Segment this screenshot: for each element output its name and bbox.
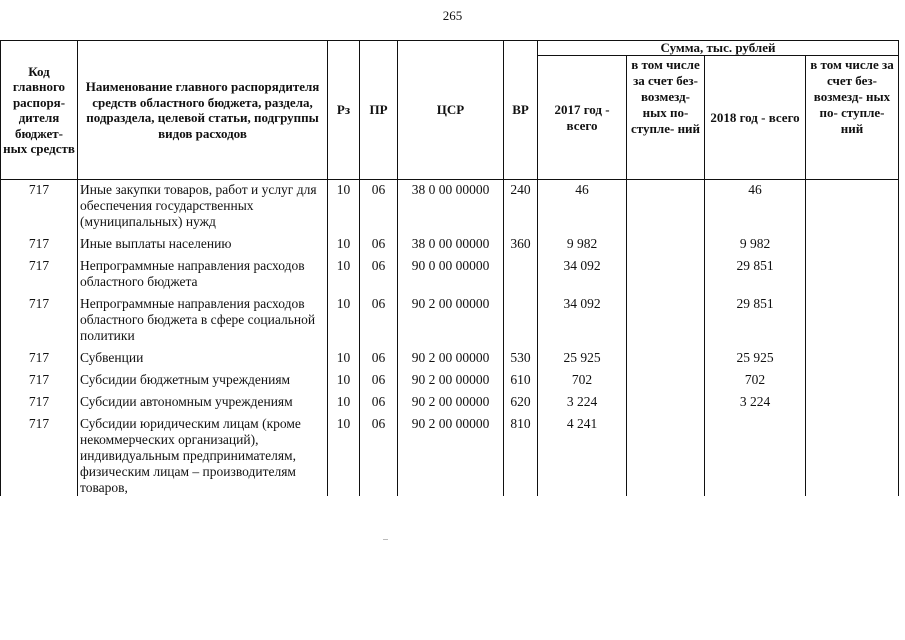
table-row (1, 370, 899, 392)
cell-pr: 06 (360, 414, 398, 496)
cell-csr: 38 0 00 00000 (398, 180, 504, 235)
table-row (1, 256, 899, 294)
cell-code: 717 (1, 256, 78, 294)
cell-2018-total: 3 224 (705, 392, 806, 414)
cell-name: Иные выплаты населению (78, 234, 328, 256)
cell-pr: 06 (360, 234, 398, 256)
header-name: Наименование главного распорядителя средств областного бюджета, раздела, подраздела, целевой статьи, подгруппы видов расходов (78, 41, 328, 180)
cell-code: 717 (1, 294, 78, 348)
cell-2017-total: 46 (538, 180, 627, 235)
cell-pr: 06 (360, 370, 398, 392)
cell-rz: 10 (328, 180, 360, 235)
cell-csr: 90 0 00 00000 (398, 256, 504, 294)
cell-2018-total: 29 851 (705, 294, 806, 348)
header-rz: Рз (328, 41, 360, 180)
cell-csr: 90 2 00 00000 (398, 294, 504, 348)
table-row (1, 180, 899, 235)
table-body (1, 180, 899, 497)
cell-2017-free (627, 180, 705, 235)
cell-rz: 10 (328, 370, 360, 392)
cell-2017-free (627, 414, 705, 496)
cell-name: Непрограммные направления расходов областного бюджета (78, 256, 328, 294)
cell-pr: 06 (360, 256, 398, 294)
cell-2018-total (705, 414, 806, 496)
cell-rz: 10 (328, 234, 360, 256)
table-row (1, 294, 899, 348)
table-row (1, 234, 899, 256)
cell-vr: 610 (504, 370, 538, 392)
cell-vr: 530 (504, 348, 538, 370)
cell-pr: 06 (360, 348, 398, 370)
table-header (1, 41, 899, 180)
cell-2017-total: 9 982 (538, 234, 627, 256)
scan-speck (383, 539, 388, 540)
cell-code: 717 (1, 234, 78, 256)
cell-vr (504, 256, 538, 294)
cell-vr (504, 294, 538, 348)
cell-2017-free (627, 348, 705, 370)
cell-rz: 10 (328, 256, 360, 294)
cell-csr: 38 0 00 00000 (398, 234, 504, 256)
cell-2018-free (806, 348, 899, 370)
table-row (1, 348, 899, 370)
table-row (1, 414, 899, 496)
header-pr: ПР (360, 41, 398, 180)
cell-vr: 240 (504, 180, 538, 235)
cell-csr: 90 2 00 00000 (398, 370, 504, 392)
cell-2018-free (806, 392, 899, 414)
cell-csr: 90 2 00 00000 (398, 348, 504, 370)
cell-vr: 810 (504, 414, 538, 496)
cell-2018-total: 25 925 (705, 348, 806, 370)
cell-2018-free (806, 234, 899, 256)
header-2017-total: 2017 год - всего (538, 56, 627, 180)
cell-rz: 10 (328, 392, 360, 414)
cell-2018-free (806, 180, 899, 235)
cell-2018-free (806, 256, 899, 294)
cell-code: 717 (1, 414, 78, 496)
header-code: Код главного распоря- дителя бюджет- ных средств (1, 41, 78, 180)
header-2017-free: в том числе за счет без- возмезд- ных по- ступле- ний (627, 56, 705, 180)
cell-rz: 10 (328, 414, 360, 496)
cell-vr: 620 (504, 392, 538, 414)
header-sum-group: Сумма, тыс. рублей (538, 41, 899, 56)
cell-2017-free (627, 370, 705, 392)
cell-2017-free (627, 256, 705, 294)
cell-pr: 06 (360, 294, 398, 348)
cell-vr: 360 (504, 234, 538, 256)
header-2018-total: 2018 год - всего (705, 56, 806, 180)
cell-code: 717 (1, 370, 78, 392)
cell-2017-free (627, 392, 705, 414)
header-csr: ЦСР (398, 41, 504, 180)
cell-2017-total: 4 241 (538, 414, 627, 496)
cell-name: Субвенции (78, 348, 328, 370)
cell-2017-total: 25 925 (538, 348, 627, 370)
cell-2017-free (627, 234, 705, 256)
cell-csr: 90 2 00 00000 (398, 392, 504, 414)
cell-rz: 10 (328, 294, 360, 348)
cell-2018-total: 46 (705, 180, 806, 235)
cell-2018-total: 9 982 (705, 234, 806, 256)
cell-rz: 10 (328, 348, 360, 370)
cell-name: Непрограммные направления расходов областного бюджета в сфере социальной политики (78, 294, 328, 348)
table-row (1, 392, 899, 414)
cell-name: Субсидии бюджетным учреждениям (78, 370, 328, 392)
header-vr: ВР (504, 41, 538, 180)
cell-2018-free (806, 294, 899, 348)
cell-2017-total: 3 224 (538, 392, 627, 414)
cell-2018-free (806, 414, 899, 496)
cell-name: Субсидии автономным учреждениям (78, 392, 328, 414)
cell-2018-total: 29 851 (705, 256, 806, 294)
cell-2017-free (627, 294, 705, 348)
cell-name: Иные закупки товаров, работ и услуг для обеспечения государственных (муниципальных) нужд (78, 180, 328, 235)
cell-csr: 90 2 00 00000 (398, 414, 504, 496)
cell-pr: 06 (360, 180, 398, 235)
cell-2018-free (806, 370, 899, 392)
header-2018-free: в том числе за счет без- возмезд- ных по- ступле- ний (806, 56, 899, 180)
cell-code: 717 (1, 392, 78, 414)
cell-2017-total: 702 (538, 370, 627, 392)
cell-code: 717 (1, 180, 78, 235)
page-number: 265 (442, 8, 463, 23)
budget-table (0, 40, 899, 496)
cell-pr: 06 (360, 392, 398, 414)
cell-name: Субсидии юридическим лицам (кроме некоммерческих организаций), индивидуальным предпринимателям, физическим лицам – производителям товаров, (78, 414, 328, 496)
cell-2017-total: 34 092 (538, 256, 627, 294)
cell-code: 717 (1, 348, 78, 370)
cell-2017-total: 34 092 (538, 294, 627, 348)
cell-2018-total: 702 (705, 370, 806, 392)
